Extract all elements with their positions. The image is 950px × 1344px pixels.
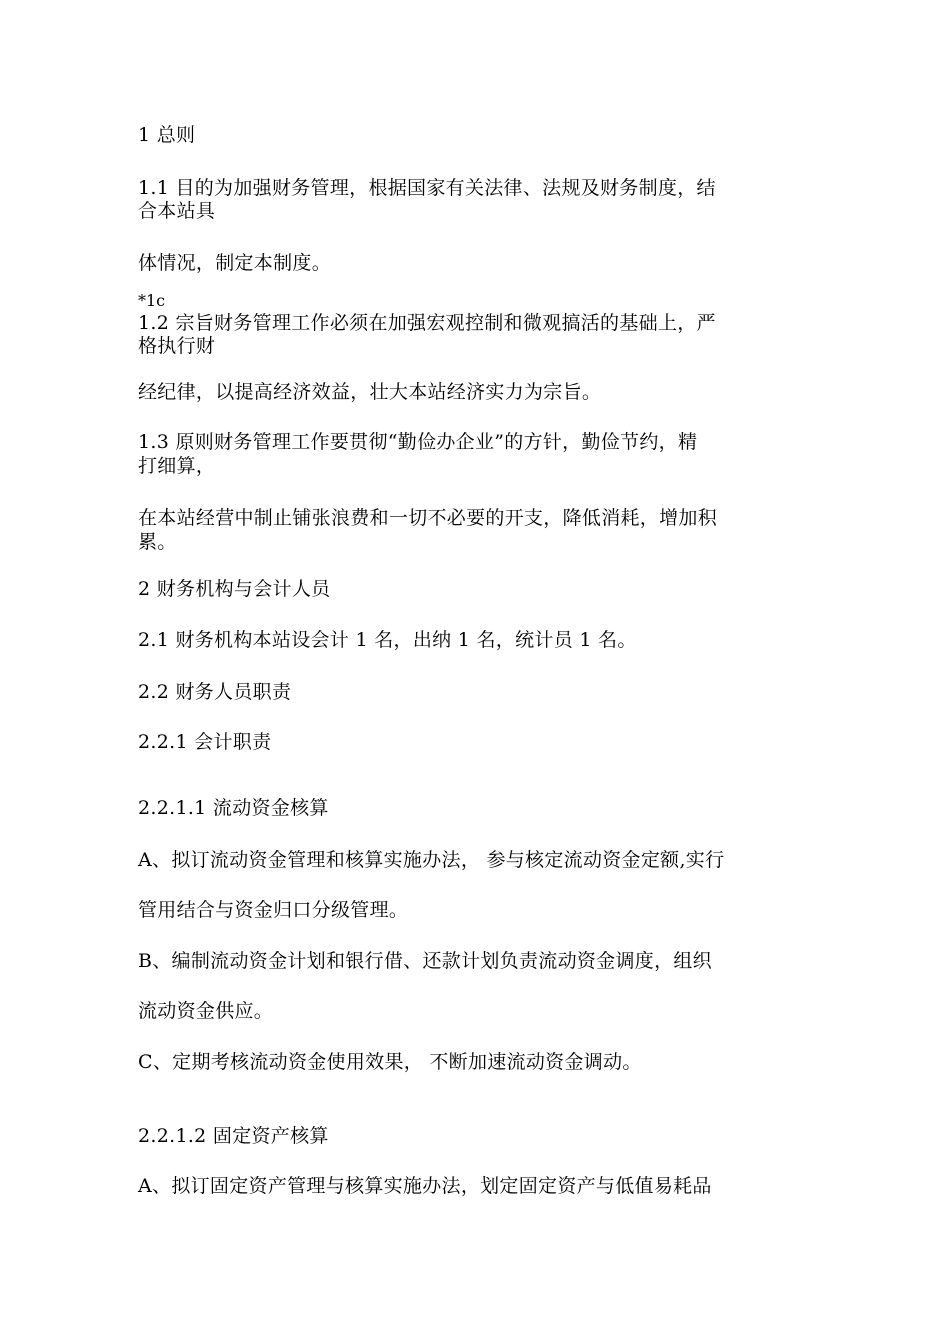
paragraph-1-2-line-3: 经纪律，以提高经济效益，壮大本站经济实力为宗旨。 (138, 381, 602, 403)
heading-2: 2 财务机构与会计人员 (138, 578, 331, 600)
paragraph-2-1: 2.1 财务机构本站设会计 1 名，出纳 1 名，统计员 1 名。 (138, 629, 637, 651)
item-c: C、定期考核流动资金使用效果， 不断加速流动资金调动。 (138, 1051, 642, 1073)
heading-1: 1 总则 (138, 124, 196, 146)
item-b-line-2: 流动资金供应。 (138, 1000, 274, 1022)
item-b-line-1: B、编制流动资金计划和银行借、还款计划负责流动资金调度，组织 (138, 950, 712, 972)
heading-2-2-1-1: 2.2.1.1 流动资金核算 (138, 797, 329, 819)
paragraph-1-3-line-3: 在本站经营中制止铺张浪费和一切不必要的开支，降低消耗，增加积 (138, 507, 718, 529)
item-a-line-1: A、拟订流动资金管理和核算实施办法， 参与核定流动资金定额,实行 (138, 849, 725, 871)
paragraph-1-3-line-1: 1.3 原则财务管理工作要贯彻“勤俭办企业”的方针，勤俭节约，精 (138, 431, 698, 453)
paragraph-1-2-line-1: 1.2 宗旨财务管理工作必须在加强宏观控制和微观搞活的基础上，严 (138, 312, 716, 334)
heading-2-2-1: 2.2.1 会计职责 (138, 731, 272, 753)
paragraph-1-3-line-2: 打细算， (138, 455, 216, 477)
item-a-line-2: 管用结合与资金归口分级管理。 (138, 899, 409, 921)
heading-2-2: 2.2 财务人员职责 (138, 681, 292, 703)
paragraph-1-1-line-2: 合本站具 (138, 200, 216, 222)
paragraph-1-3-line-4: 累。 (138, 531, 177, 553)
item-a2-line-1: A、拟订固定资产管理与核算实施办法，划定固定资产与低值易耗品 (138, 1175, 712, 1197)
paragraph-1-1-line-3: 体情况，制定本制度。 (138, 252, 332, 274)
stray-mark: *1c (138, 291, 166, 310)
paragraph-1-1-line-1: 1.1 目的为加强财务管理，根据国家有关法律、法规及财务制度，结 (138, 177, 716, 199)
paragraph-1-2-line-2: 格执行财 (138, 335, 216, 357)
heading-2-2-1-2: 2.2.1.2 固定资产核算 (138, 1125, 329, 1147)
